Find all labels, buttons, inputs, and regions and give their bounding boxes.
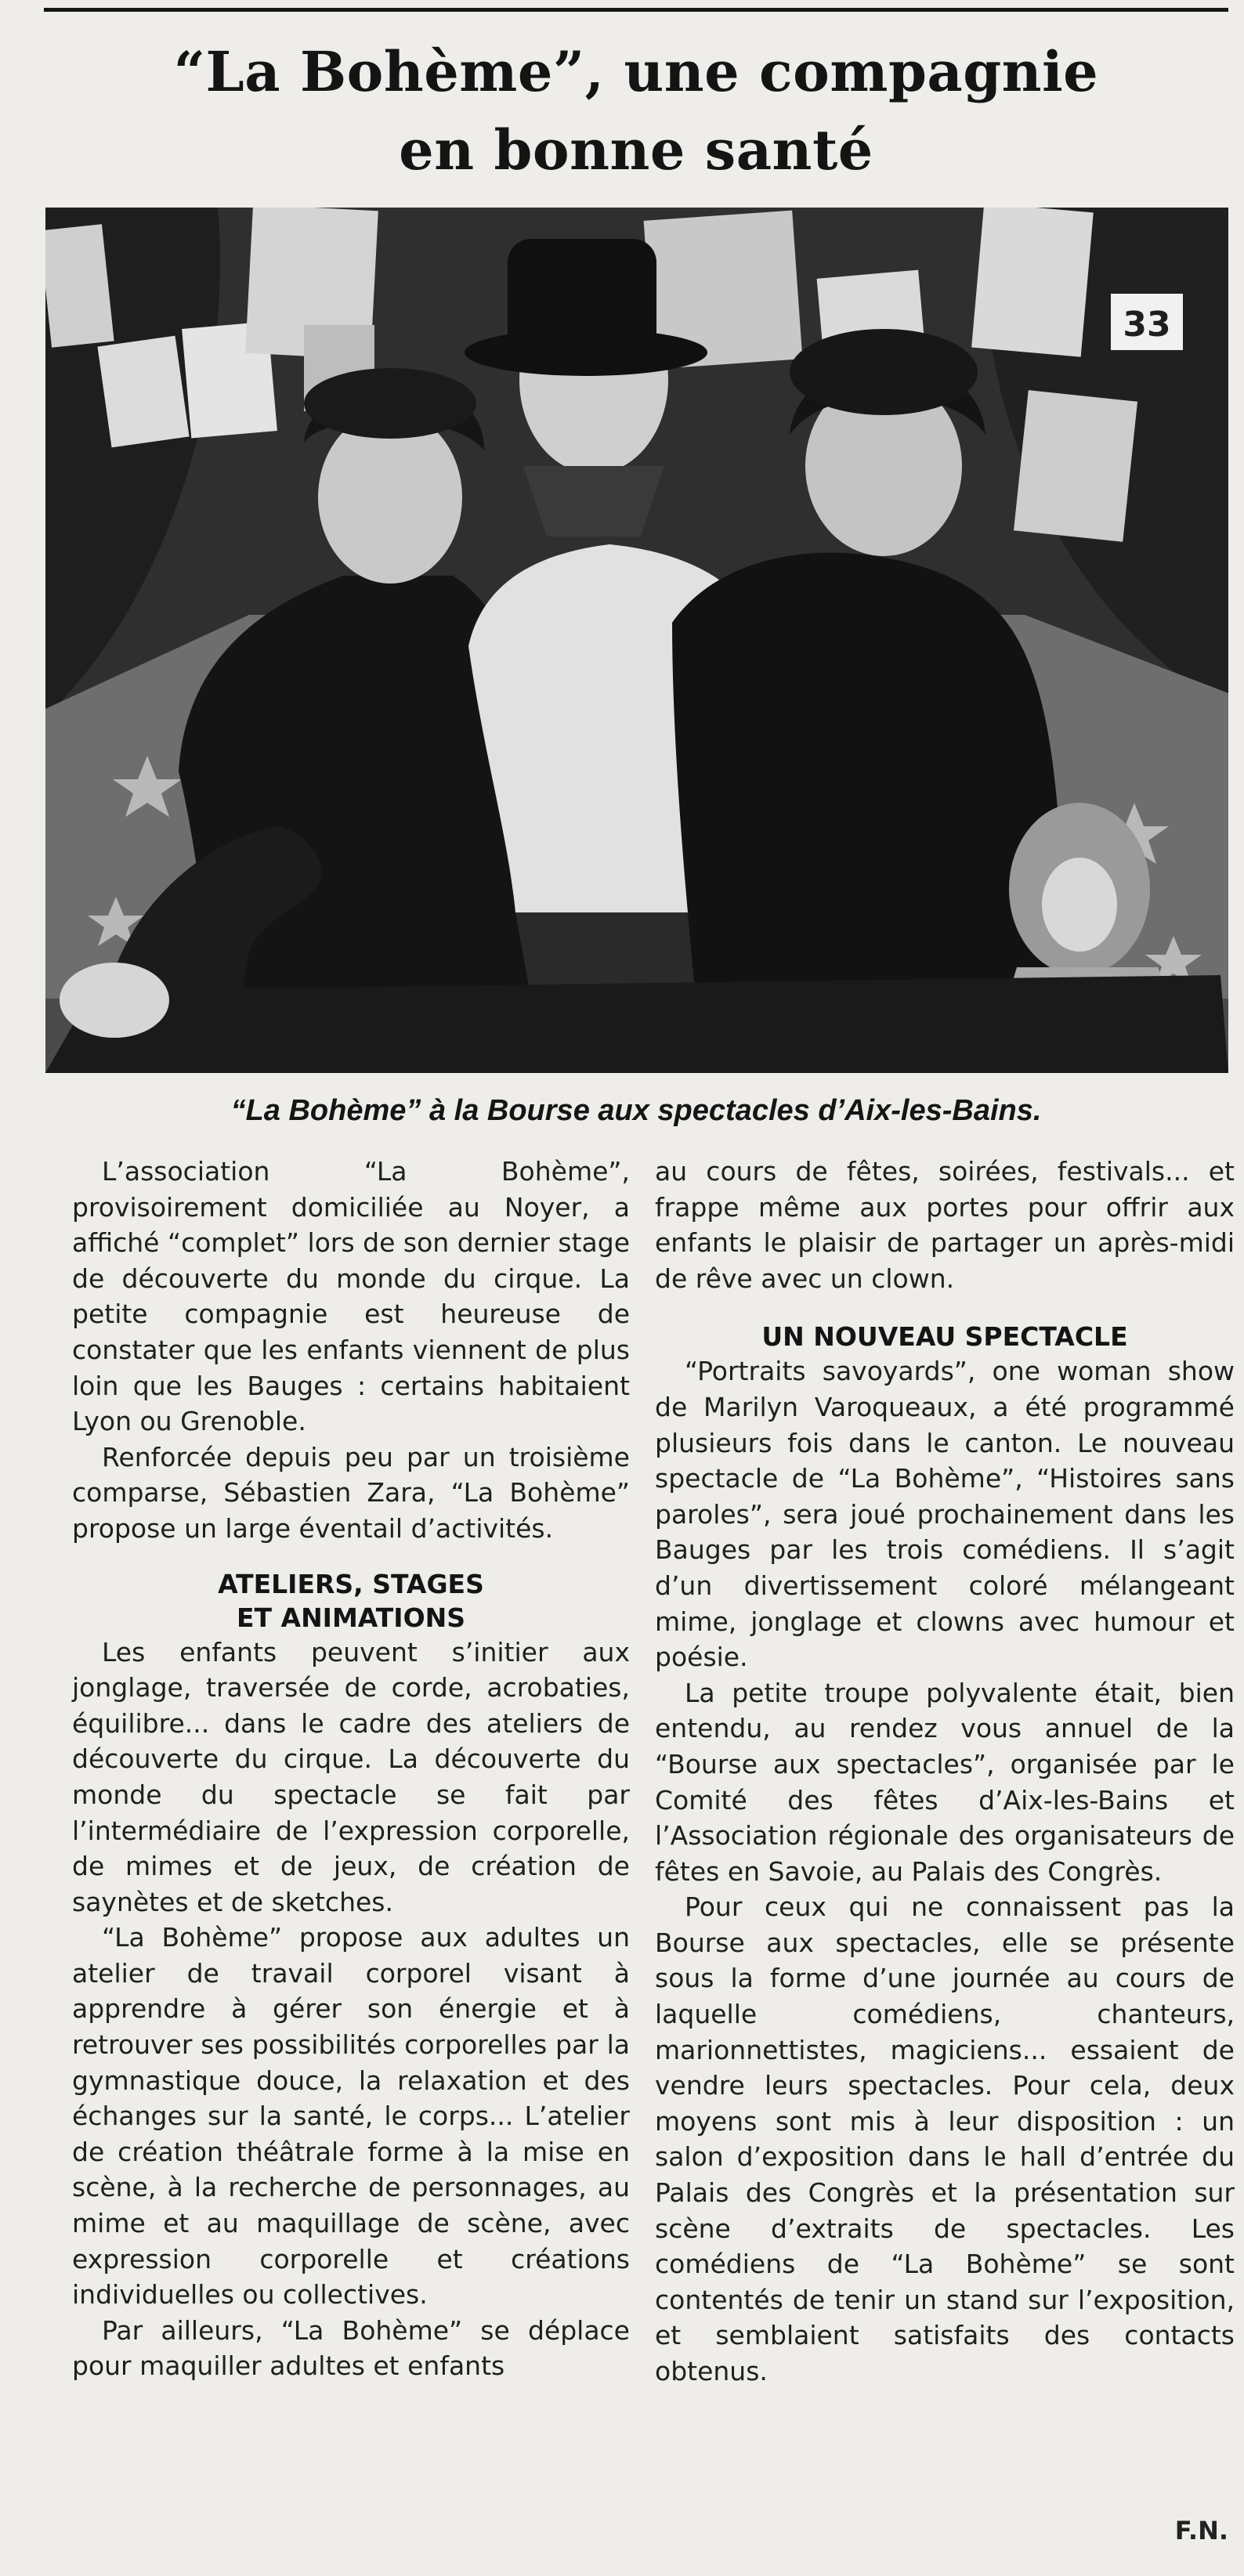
badge-number: 33 [1123, 305, 1171, 345]
paragraph: La petite troupe polyvalente était, bien entendu, au rendez vous annuel de la “Bourse aux spectacles”, organisée par le Comité des fêtes d’Aix-les-Bains et l’Association régionale des organisateurs de fêtes en Savoie, au Palais des Congrès. [655, 1677, 1235, 1887]
paragraph: Les enfants peuvent s’initier aux jonglage, traversée de corde, acrobaties, équilibre... dans le cadre des ateliers de découverte du cirque. La découverte du monde du spectacle se fait par l’intermédiaire de l’expression corporelle, de mimes et de jeux, de création de saynètes et de sketches. [72, 1636, 630, 1917]
heading-line: ATELIERS, STAGES [218, 1568, 484, 1599]
headline [44, 33, 1228, 190]
article-column-left [72, 1154, 630, 2384]
paragraph: Renforcée depuis peu par un troisième comparse, Sébastien Zara, “La Bohème” propose un large éventail d’activités. [72, 1441, 630, 1544]
table-front [45, 975, 1228, 1073]
top-rule [44, 8, 1228, 12]
section-heading-ateliers [72, 1567, 630, 1635]
badge-33 [1111, 294, 1183, 350]
photo-illustration [45, 208, 1228, 1073]
author-signature: F.N. [1174, 2516, 1228, 2545]
paragraph: L’association “La Bohème”, provisoirement domiciliée au Noyer, a affiché “complet” lors de son dernier stage de découverte du monde du cirque. La petite compagnie est heureuse de constater que les enfants viennent de plus loin que les Bauges : certains habitaient Lyon ou Grenoble. [72, 1156, 630, 1437]
article-photo [45, 208, 1228, 1073]
paragraph: Pour ceux qui ne connaissent pas la Bourse aux spectacles, elle se présente sous la forme d’une journée au cours de laquelle comédiens, chanteurs, marionnettistes, magiciens... essaient de vendre leurs spectacles. Pour cela, deux moyens sont mis à leur disposition : un salon d’exposition dans le hall d’entrée du Palais des Congrès et la présentation sur scène d’extraits de spectacles. Les comédiens de “La Bohème” se sont contentés de tenir un stand sur l’exposition, et semblaient satisfaits des contacts obtenus. [655, 1891, 1235, 2386]
section-heading-nouveau-spectacle: UN NOUVEAU SPECTACLE [761, 1321, 1128, 1353]
photo-caption: “La Bohème” à la Bourse aux spectacles d’Aix-les-Bains. [230, 1094, 1042, 1127]
paragraph: Par ailleurs, “La Bohème” se déplace pour maquiller adultes et enfants [72, 2314, 630, 2382]
ball-prop [60, 963, 169, 1038]
paragraph: au cours de fêtes, soirées, festivals... et frappe même aux portes pour offrir aux enfants le plaisir de partager un après-midi de rêve avec un clown. [655, 1156, 1235, 1294]
paragraph: “Portraits savoyards”, one woman show de Marilyn Varoqueaux, a été programmé plusieurs fois dans le canton. Le nouveau spectacle de “La Bohème”, “Histoires sans paroles”, sera joué prochainement dans les Bauges par les trois comédiens. Il s’agit d’un divertissement coloré mélangeant mime, jonglage et clowns avec humour et poésie. [655, 1356, 1235, 1673]
headline-line-1: “La Bohème”, une compagnie [173, 39, 1099, 104]
article-column-right [655, 1154, 1235, 2390]
paragraph: “La Bohème” propose aux adultes un atelier de travail corporel visant à apprendre à gérer son énergie et à retrouver ses possibilités corporelles par la gymnastique douce, la relaxation et des échanges sur la santé, le corps... L’atelier de création théâtrale forme à la mise en scène, à la recherche de personnages, au mime et au maquillage de scène, avec expression corporelle et créations individuelles ou collectives. [72, 1922, 630, 2310]
headline-line-2: en bonne santé [399, 117, 873, 182]
heading-line: ET ANIMATIONS [236, 1602, 466, 1633]
